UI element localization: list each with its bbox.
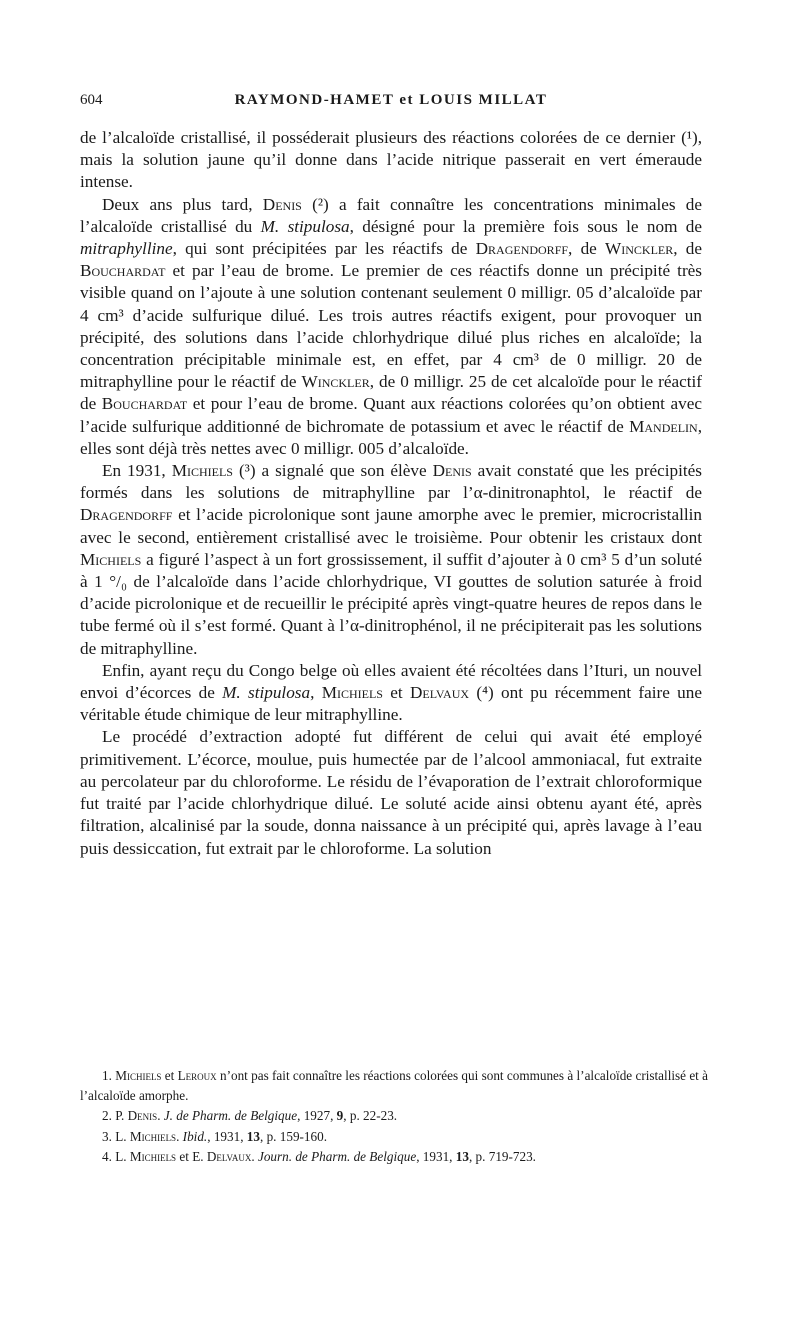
page-header bbox=[80, 92, 702, 116]
author-name: Winckler bbox=[605, 239, 674, 259]
author-name: Denis bbox=[432, 461, 472, 481]
author-name: Bouchardat bbox=[101, 394, 188, 414]
paragraph-2 bbox=[80, 194, 702, 460]
text-run: , p. 22-23. bbox=[343, 1108, 398, 1124]
text-run: et bbox=[382, 683, 410, 703]
text-run: Deux ans plus tard, bbox=[102, 194, 263, 214]
author-name: Michiels bbox=[321, 683, 383, 703]
text-run: , de 0 milligr. 25 de cet alcaloïde pour le réactif de bbox=[80, 372, 702, 414]
author-name: Denis bbox=[127, 1108, 158, 1124]
text-run: , de bbox=[673, 239, 702, 259]
footnote-1 bbox=[80, 1066, 708, 1106]
text-run: et par l’eau de brome. Le premier de ces réactifs donne un précipité très visible quand on l’ajoute à une solution contenant seulement 0 milligr. 05 d’alcaloïde par 4 cm³ d’acide sulfurique dilué. Les trois autres réactifs exigent, pour provoquer un précipité, des solutions dans l’acide chlorhydrique dilué plus riches en alcaloïde; la concentration précipitable minimale est, en effet, par 4 cm³ de 0 milligr. 20 de mitraphylline pour le réactif de bbox=[80, 261, 702, 392]
author-name: Dragendorff bbox=[475, 239, 569, 259]
paragraph-5: Le procédé d’extraction adopté fut différent de celui qui avait été employé primitivement. L’écorce, moulue, puis humectée par de l’alcool ammoniacal, fut extraite au percolateur par du chloroforme. Le résidu de l’évaporation de l’extrait chloroformique fut traité par l’acide chlorhydrique dilué. Le soluté acide ainsi obtenu ayant été, après filtration, alcalinisé par la soude, donna naissance à un précipité qui, après lavage à l’eau puis dessiccation, fut extrait par le chloroforme. La solution bbox=[80, 727, 702, 858]
text-run: , qui sont précipitées par les réactifs de bbox=[172, 239, 476, 259]
running-head: RAYMOND-HAMET et LOUIS MILLAT bbox=[234, 92, 548, 108]
text-run: , p. 159-160. bbox=[259, 1128, 328, 1144]
text-run: et pour l’eau de brome. Quant aux réactions colorées qu’on obtient avec l’acide sulfurique additionné de bichromate de potassium et avec le réactif de bbox=[80, 394, 702, 436]
author-name: Michiels bbox=[129, 1128, 177, 1144]
text-run: a figuré l’aspect à un fort grossissement, il suffit d’ajouter à 0 cm³ 5 d’un soluté à 1 °/₀ de l’alcaloïde dans l’acide chlorhydrique, VI gouttes de solution saturée à froid d’acide picrolonique et de recueillir le précipité après vingt-quatre heures de repos dans le tube fermé où il s’est formé. Quant à l’α-dinitrophénol, il ne précipiterait pas les solutions de mitraphylline. bbox=[80, 549, 702, 658]
author-name: Denis bbox=[262, 194, 302, 214]
text-run: , de bbox=[568, 239, 606, 259]
footnote-number: 3. L. bbox=[102, 1128, 130, 1144]
author-name: Winckler bbox=[301, 372, 370, 392]
author-name: Bouchardat bbox=[80, 261, 166, 281]
text-run: (³) a signalé que son élève bbox=[232, 461, 433, 481]
text-run: En 1931, bbox=[102, 461, 172, 481]
volume-number: 9 bbox=[336, 1108, 344, 1124]
author-name: Dragendorff bbox=[80, 505, 173, 525]
paragraph-3 bbox=[80, 460, 702, 660]
author-name: Michiels bbox=[80, 549, 142, 569]
text-run: avait constaté que les précipités formés dans les solutions de mitraphylline par l’α-dinitronaphtol, le réactif de bbox=[80, 461, 702, 503]
footnotes bbox=[80, 1066, 708, 1167]
text-run: (²) a fait connaître les concentrations minimales de l’alcaloïde cristallisé du bbox=[80, 194, 703, 236]
species-name: M. stipulosa bbox=[222, 683, 311, 703]
text-run: et bbox=[161, 1068, 178, 1083]
text-run: . bbox=[251, 1148, 258, 1164]
body-text bbox=[80, 127, 702, 860]
author-name: Michiels bbox=[129, 1148, 177, 1164]
text-run: et E. bbox=[176, 1148, 207, 1164]
text-run: , 1927, bbox=[297, 1108, 337, 1124]
footnote-2 bbox=[80, 1106, 708, 1126]
journal-title: Journ. de Pharm. de Belgique bbox=[257, 1148, 417, 1164]
text-run: n’ont pas fait connaître les réactions colorées qui sont communes à l’alcaloïde cristallisé et à l’alcaloïde amorphe. bbox=[80, 1068, 709, 1104]
footnote-number: 1. bbox=[102, 1068, 116, 1083]
species-name: M. stipulosa bbox=[260, 216, 350, 236]
text-run: . bbox=[176, 1128, 183, 1144]
volume-number: 13 bbox=[455, 1148, 469, 1164]
footnote-3 bbox=[80, 1127, 708, 1147]
paragraph-1: de l’alcaloïde cristallisé, il posséderait plusieurs des réactions colorées de ce dernier (¹), mais la solution jaune qu’il donne dans l’acide nitrique passerait en vert émeraude intense. bbox=[80, 128, 702, 192]
text-run: , 1931, bbox=[207, 1128, 247, 1144]
author-name: Michiels bbox=[171, 461, 233, 481]
volume-number: 13 bbox=[246, 1128, 260, 1144]
text-run: , p. 719-723. bbox=[468, 1148, 536, 1164]
text-run: et l’acide picrolonique sont jaune amorphe avec le premier, microcristallin avec le second, entièrement cristallisé avec le troisième. Pour obtenir les cristaux dont bbox=[80, 505, 702, 547]
author-name: Michiels bbox=[115, 1068, 162, 1083]
text-run: . bbox=[157, 1108, 164, 1124]
footnote-number: 4. L. bbox=[102, 1148, 130, 1164]
journal-title: Ibid. bbox=[182, 1128, 208, 1144]
footnote-4 bbox=[80, 1147, 708, 1167]
compound-name: mitraphylline bbox=[80, 239, 173, 259]
author-name: Delvaux bbox=[409, 683, 470, 703]
text-run: , elles sont déjà très nettes avec 0 milligr. 005 d’alcaloïde. bbox=[80, 416, 702, 458]
author-name: Mandelin bbox=[629, 416, 698, 436]
page-number: 604 bbox=[80, 92, 103, 108]
footnote-number: 2. P. bbox=[102, 1108, 128, 1124]
paragraph-4 bbox=[80, 660, 702, 727]
journal-title: J. de Pharm. de Belgique bbox=[163, 1108, 298, 1124]
text-run: , bbox=[310, 683, 322, 703]
text-run: , 1931, bbox=[416, 1148, 456, 1164]
author-name: Delvaux bbox=[206, 1148, 252, 1164]
text-run: , désigné pour la première fois sous le nom de bbox=[349, 216, 702, 236]
text-run: (⁴) ont pu récemment faire une véritable étude chimique de leur mitraphylline. bbox=[80, 683, 703, 725]
text-run: Enfin, ayant reçu du Congo belge où elles avaient été récoltées dans l’Ituri, un nouvel envoi d’écorces de bbox=[80, 660, 702, 703]
author-name: Leroux bbox=[177, 1068, 217, 1083]
